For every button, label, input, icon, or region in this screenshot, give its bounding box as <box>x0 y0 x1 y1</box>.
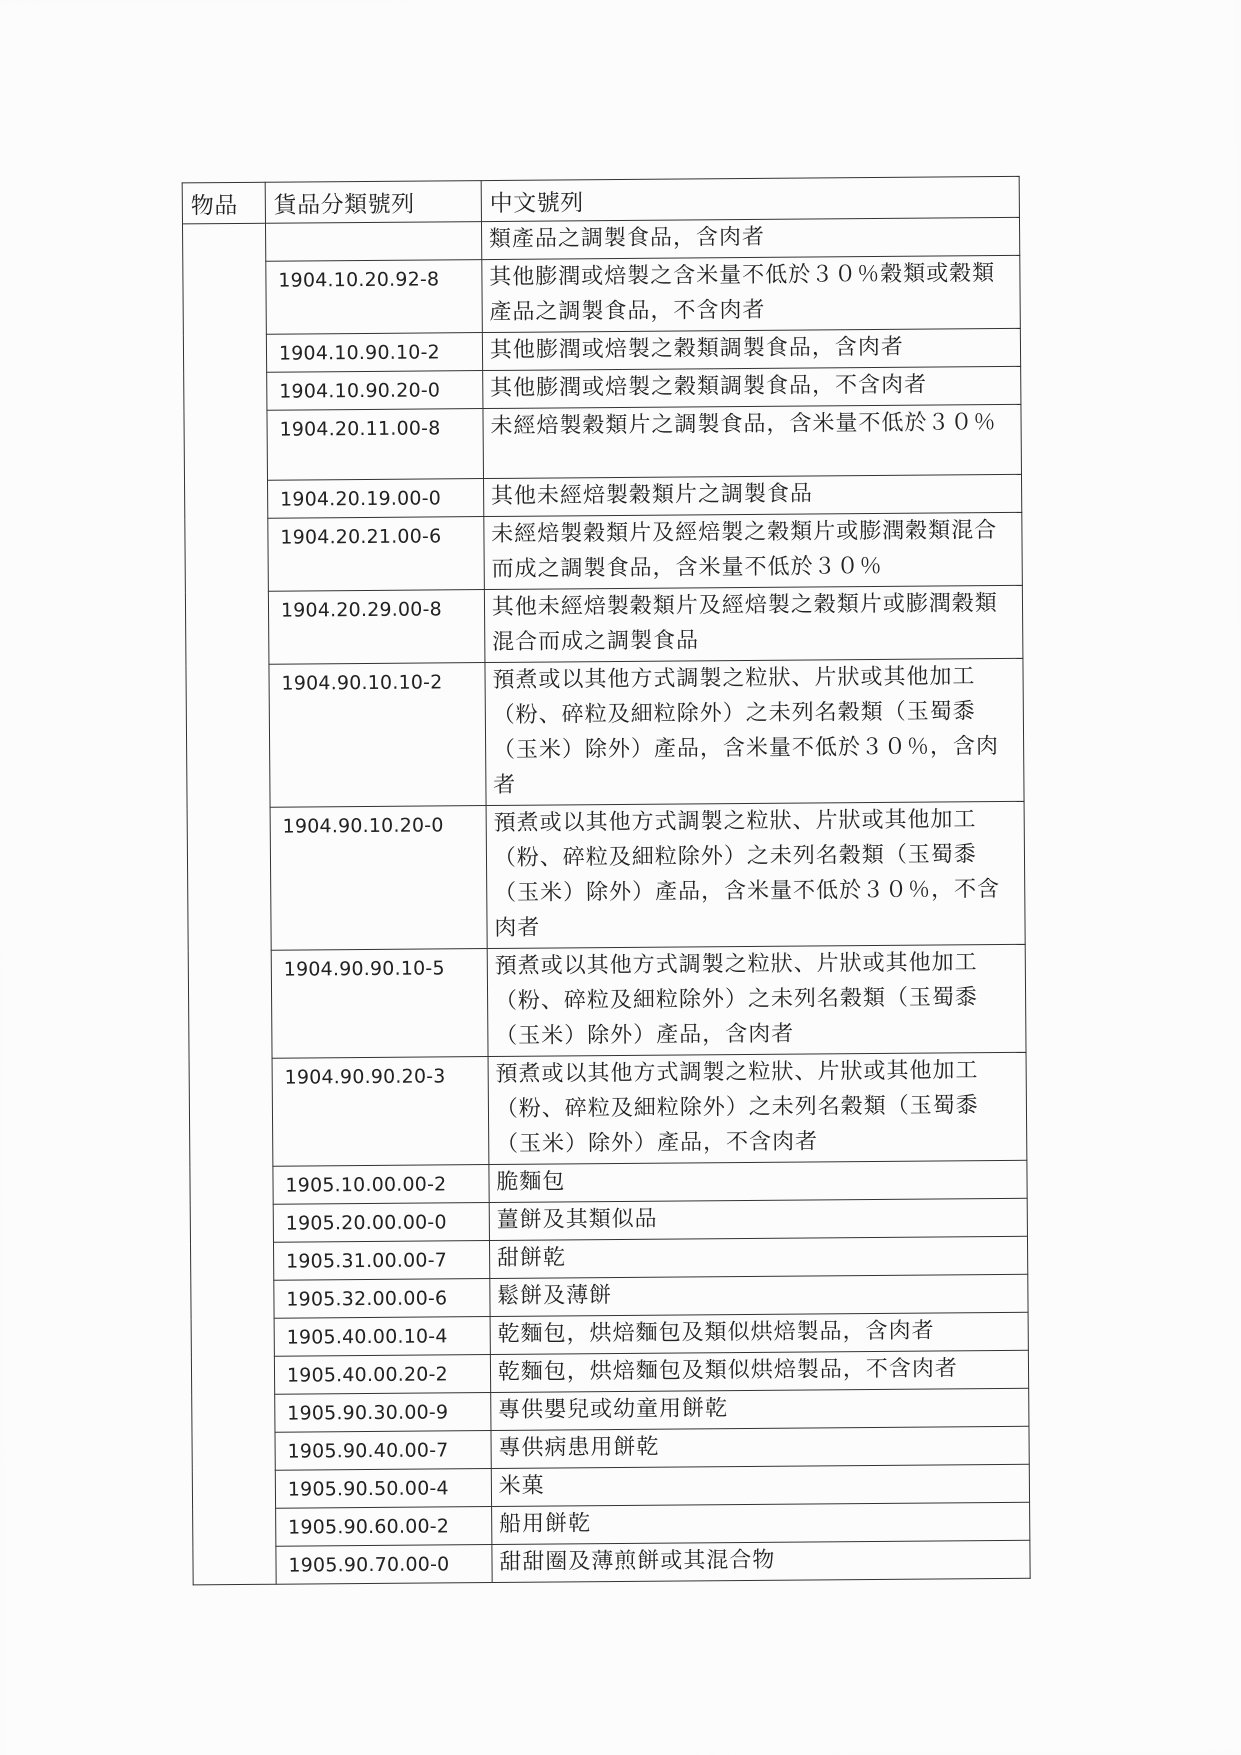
table-row <box>193 1502 1030 1547</box>
code-cell: 1904.10.20.92-8 <box>266 260 482 335</box>
header-code: 貨品分類號列 <box>265 181 481 224</box>
table-row <box>190 1236 1027 1281</box>
desc-cell: 預煮或以其他方式調製之粒狀、片狀或其他加工（粉、碎粒及細粒除外）之未列名穀類（玉蜀黍（玉米）除外）產品，含肉者 <box>487 944 1026 1056</box>
table-row <box>189 1052 1027 1167</box>
desc-cell: 其他未經焙製穀類片之調製食品 <box>483 474 1021 516</box>
table-row <box>186 658 1024 808</box>
desc-cell: 預煮或以其他方式調製之粒狀、片狀或其他加工（粉、碎粒及細粒除外）之未列名穀類（玉蜀黍（玉米）除外）產品，含米量不低於３０％，不含肉者 <box>486 801 1025 948</box>
table-row <box>184 404 1022 481</box>
desc-cell: 乾麵包，烘焙麵包及類似烘焙製品，不含肉者 <box>490 1350 1028 1392</box>
code-cell: 1905.32.00.00-6 <box>274 1279 490 1319</box>
code-cell: 1904.10.90.20-0 <box>267 371 483 411</box>
desc-cell: 甜甜圈及薄煎餅或其混合物 <box>492 1540 1030 1582</box>
table-row <box>187 801 1025 951</box>
code-cell: 1904.20.29.00-8 <box>268 590 484 665</box>
desc-cell: 脆麵包 <box>489 1160 1027 1202</box>
tariff-table <box>182 176 1031 1586</box>
table-row <box>192 1426 1029 1471</box>
code-cell: 1905.90.70.00-0 <box>276 1545 492 1585</box>
table-row <box>193 1540 1030 1585</box>
table-row <box>185 512 1023 592</box>
code-cell: 1904.20.21.00-6 <box>268 517 484 592</box>
code-cell: 1905.40.00.10-4 <box>274 1317 490 1357</box>
desc-cell: 乾麵包，烘焙麵包及類似烘焙製品，含肉者 <box>490 1312 1028 1354</box>
code-cell <box>265 222 481 262</box>
table-row <box>183 255 1021 335</box>
desc-cell: 其他未經焙製穀類片及經焙製之穀類片或膨潤穀類混合而成之調製食品 <box>484 585 1023 662</box>
code-cell: 1905.90.40.00-7 <box>275 1431 491 1471</box>
desc-cell: 預煮或以其他方式調製之粒狀、片狀或其他加工（粉、碎粒及細粒除外）之未列名穀類（玉蜀黍（玉米）除外）產品，不含肉者 <box>488 1052 1027 1164</box>
desc-cell: 其他膨潤或焙製之含米量不低於３０％穀類或穀類產品之調製食品，不含肉者 <box>482 255 1021 332</box>
desc-cell: 船用餅乾 <box>491 1502 1029 1544</box>
header-row <box>182 176 1019 224</box>
table-row <box>191 1350 1028 1395</box>
table-row <box>185 585 1023 665</box>
code-cell: 1905.90.30.00-9 <box>275 1393 491 1433</box>
desc-cell: 薑餅及其類似品 <box>489 1198 1027 1240</box>
desc-cell: 專供嬰兒或幼童用餅乾 <box>490 1388 1028 1430</box>
desc-cell: 預煮或以其他方式調製之粒狀、片狀或其他加工（粉、碎粒及細粒除外）之未列名穀類（玉蜀黍（玉米）除外）產品，含米量不低於３０％，含肉者 <box>485 658 1024 805</box>
table-row <box>184 366 1021 411</box>
code-cell: 1904.20.19.00-0 <box>267 479 483 519</box>
desc-cell: 鬆餅及薄餅 <box>490 1274 1028 1316</box>
desc-cell: 其他膨潤或焙製之穀類調製食品，含肉者 <box>482 328 1020 370</box>
desc-cell: 米菓 <box>491 1464 1029 1506</box>
code-cell: 1905.10.00.00-2 <box>273 1165 489 1205</box>
code-cell: 1905.20.00.00-0 <box>273 1203 489 1243</box>
table-row <box>190 1198 1027 1243</box>
code-cell: 1905.40.00.20-2 <box>274 1355 490 1395</box>
table-row <box>188 944 1026 1059</box>
code-cell: 1905.90.50.00-4 <box>275 1469 491 1509</box>
table-row <box>190 1160 1027 1205</box>
table-row <box>183 328 1020 373</box>
desc-cell: 未經焙製穀類片及經焙製之穀類片或膨潤穀類混合而成之調製食品，含米量不低於３０％ <box>484 512 1023 589</box>
code-cell: 1904.90.10.20-0 <box>270 806 487 951</box>
desc-cell: 未經焙製穀類片之調製食品，含米量不低於３０％ <box>483 404 1022 478</box>
table-row <box>192 1464 1029 1509</box>
code-cell: 1904.20.11.00-8 <box>267 409 483 481</box>
table-row <box>182 217 1019 262</box>
code-cell: 1904.90.90.20-3 <box>272 1057 489 1167</box>
desc-cell: 其他膨潤或焙製之穀類調製食品，不含肉者 <box>482 366 1020 408</box>
header-desc: 中文號列 <box>481 176 1019 221</box>
desc-cell: 類產品之調製食品，含肉者 <box>481 217 1019 259</box>
code-cell: 1904.90.90.10-5 <box>271 949 488 1059</box>
header-item: 物品 <box>182 182 265 224</box>
desc-cell: 專供病患用餅乾 <box>491 1426 1029 1468</box>
code-cell: 1905.31.00.00-7 <box>273 1241 489 1281</box>
table-row <box>192 1388 1029 1433</box>
desc-cell: 甜餅乾 <box>489 1236 1027 1278</box>
code-cell: 1905.90.60.00-2 <box>275 1507 491 1547</box>
table-row <box>191 1312 1028 1357</box>
item-cell <box>182 223 276 1585</box>
table-row <box>191 1274 1028 1319</box>
code-cell: 1904.10.90.10-2 <box>266 333 482 373</box>
code-cell: 1904.90.10.10-2 <box>269 663 486 808</box>
table-row <box>185 474 1022 519</box>
